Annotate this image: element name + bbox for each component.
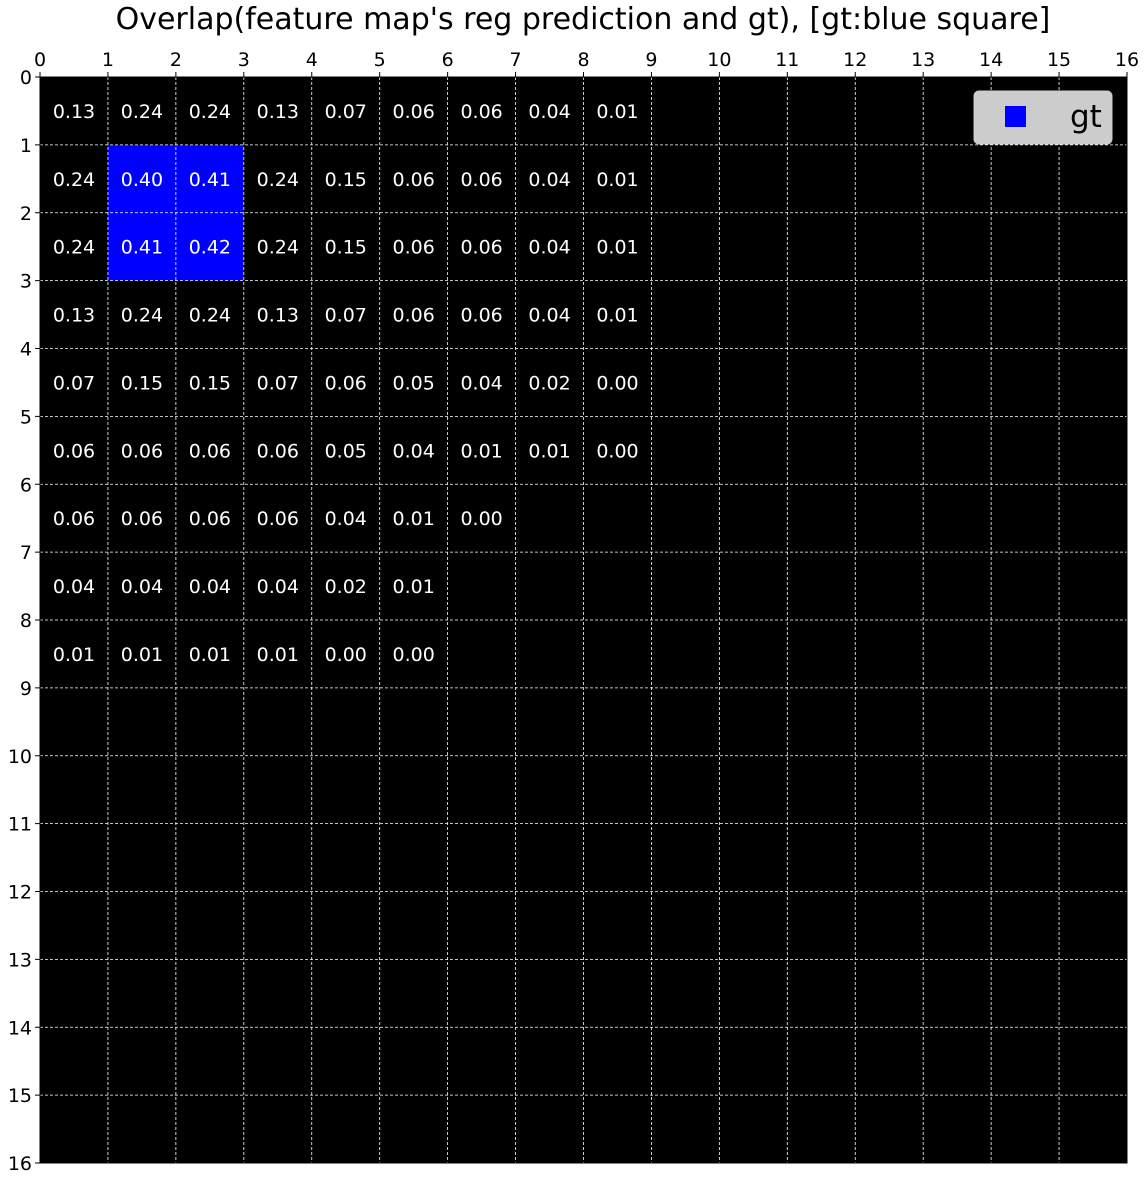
- cell-value-label: 0.15: [120, 372, 164, 395]
- cell-value-label: 0.24: [256, 168, 299, 191]
- cell-value-label: 0.06: [460, 100, 503, 123]
- cell-value-label: 0.04: [528, 100, 571, 123]
- cell-value-label: 0.06: [392, 100, 435, 123]
- legend-label: gt: [1070, 99, 1102, 135]
- cell-value-label: 0.13: [256, 304, 299, 327]
- cell-value-label: 0.13: [52, 100, 96, 123]
- x-tick-label: 8: [577, 49, 590, 71]
- cell-value-label: 0.06: [256, 440, 299, 463]
- chart-title: Overlap(feature map's reg prediction and gt), [gt:blue square]: [115, 2, 1051, 37]
- cell-value-label: 0.01: [392, 576, 435, 599]
- cell-value-label: 0.01: [528, 440, 571, 463]
- cell-value-label: 0.06: [120, 440, 164, 463]
- cell-value-label: 0.42: [188, 236, 231, 259]
- cell-value-label: 0.04: [392, 440, 435, 463]
- x-tick-label: 9: [645, 49, 658, 71]
- x-tick-label: 12: [843, 49, 868, 71]
- cell-value-label: 0.24: [188, 100, 231, 123]
- x-tick-label: 11: [775, 49, 800, 71]
- cell-value-label: 0.06: [256, 508, 299, 531]
- cell-value-label: 0.04: [460, 372, 503, 395]
- y-tick-label: 10: [7, 745, 32, 768]
- cell-value-label: 0.41: [188, 168, 231, 191]
- cell-value-label: 0.06: [52, 508, 96, 531]
- cell-value-label: 0.13: [52, 304, 96, 327]
- y-tick-label: 4: [19, 338, 32, 361]
- cell-value-label: 0.06: [392, 304, 435, 327]
- cell-value-label: 0.06: [188, 508, 231, 531]
- cell-value-label: 0.01: [596, 304, 639, 327]
- cell-value-label: 0.06: [460, 236, 503, 259]
- cell-value-label: 0.24: [256, 236, 299, 259]
- cell-value-label: 0.06: [188, 440, 231, 463]
- x-tick-label: 0: [33, 49, 47, 71]
- cell-value-label: 0.07: [324, 100, 367, 123]
- cell-value-label: 0.05: [392, 372, 435, 395]
- x-tick-label: 13: [911, 49, 936, 71]
- cell-value-label: 0.01: [392, 508, 435, 531]
- cell-value-label: 0.02: [324, 576, 367, 599]
- cell-value-label: 0.04: [528, 304, 571, 327]
- cell-value-label: 0.04: [188, 576, 231, 599]
- cell-value-label: 0.00: [392, 643, 435, 666]
- cell-value-label: 0.04: [256, 576, 299, 599]
- y-tick-label: 6: [19, 474, 32, 497]
- cell-value-label: 0.06: [392, 236, 435, 259]
- y-tick-label: 0: [19, 67, 32, 89]
- y-tick-label: 15: [7, 1085, 32, 1108]
- y-tick-label: 11: [7, 813, 32, 836]
- cell-value-label: 0.00: [324, 643, 367, 666]
- cell-value-label: 0.24: [188, 304, 231, 327]
- cell-value-label: 0.24: [52, 236, 96, 259]
- cell-value-label: 0.00: [596, 440, 639, 463]
- cell-value-label: 0.01: [188, 643, 231, 666]
- y-tick-label: 9: [19, 677, 32, 700]
- cell-value-label: 0.15: [324, 168, 367, 191]
- x-tick-label: 14: [979, 49, 1004, 71]
- cell-value-label: 0.04: [120, 576, 164, 599]
- cell-value-label: 0.01: [52, 643, 96, 666]
- y-tick-label: 1: [19, 134, 32, 157]
- cell-value-label: 0.01: [596, 236, 639, 259]
- cell-value-label: 0.06: [392, 168, 435, 191]
- cell-value-label: 0.06: [460, 304, 503, 327]
- x-tick-label: 16: [1114, 49, 1140, 71]
- x-tick-label: 7: [509, 49, 522, 71]
- cell-value-label: 0.04: [528, 168, 571, 191]
- cell-value-label: 0.05: [324, 440, 367, 463]
- cell-value-label: 0.15: [188, 372, 231, 395]
- cell-value-label: 0.41: [120, 236, 164, 259]
- cell-value-label: 0.06: [52, 440, 96, 463]
- cell-value-label: 0.15: [324, 236, 367, 259]
- legend-marker-square: [1005, 106, 1026, 127]
- y-tick-label: 2: [19, 202, 32, 225]
- cell-value-label: 0.06: [120, 508, 164, 531]
- x-tick-label: 3: [237, 49, 250, 71]
- x-tick-label: 2: [169, 49, 182, 71]
- x-tick-label: 1: [101, 49, 114, 71]
- cell-value-label: 0.01: [256, 643, 299, 666]
- cell-value-label: 0.24: [120, 304, 164, 327]
- y-tick-label: 5: [19, 406, 32, 429]
- cell-value-label: 0.00: [596, 372, 639, 395]
- x-tick-label: 5: [373, 49, 386, 71]
- cell-value-label: 0.24: [52, 168, 96, 191]
- cell-value-label: 0.04: [52, 576, 96, 599]
- cell-value-label: 0.07: [52, 372, 96, 395]
- x-tick-label: 10: [707, 49, 732, 71]
- y-tick-label: 13: [7, 949, 32, 972]
- x-tick-label: 4: [305, 49, 318, 71]
- cell-value-label: 0.01: [596, 100, 639, 123]
- x-tick-label: 15: [1046, 49, 1072, 71]
- y-tick-label: 14: [7, 1017, 32, 1040]
- cell-value-label: 0.40: [120, 168, 164, 191]
- y-tick-label: 7: [19, 542, 32, 565]
- cell-value-label: 0.00: [460, 508, 503, 531]
- cell-value-label: 0.04: [324, 508, 367, 531]
- y-tick-label: 8: [19, 610, 32, 632]
- cell-value-label: 0.01: [596, 168, 639, 191]
- y-tick-label: 3: [19, 270, 32, 293]
- cell-value-label: 0.04: [528, 236, 571, 259]
- y-tick-label: 12: [7, 881, 32, 904]
- cell-value-label: 0.13: [256, 100, 299, 123]
- cell-value-label: 0.01: [460, 440, 503, 463]
- cell-value-label: 0.01: [120, 643, 164, 666]
- cell-value-label: 0.24: [120, 100, 164, 123]
- y-tick-label: 16: [7, 1153, 32, 1175]
- cell-value-label: 0.06: [460, 168, 503, 191]
- cell-value-label: 0.07: [324, 304, 367, 327]
- cell-value-label: 0.06: [324, 372, 367, 395]
- cell-value-label: 0.02: [528, 372, 571, 395]
- x-tick-label: 6: [441, 49, 454, 71]
- cell-value-label: 0.07: [256, 372, 299, 395]
